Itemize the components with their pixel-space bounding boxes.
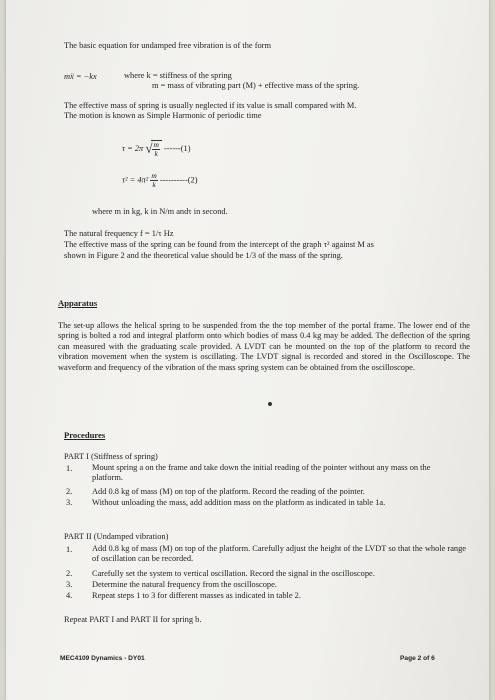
effective-mass-text: The effective mass of spring is usually neglected if its value is small compared with M. (64, 101, 357, 110)
apparatus-body: The set-up allows the helical spring to be suspended from the the top member of the portal frame. The lower end of the spring is bolted a rod and integral platform onto which bodies of mass 0.4 kg may be added. The deflection of the spring can measured with the graduating scale provided. A LVDT can be mounted on the top of the platform to record the vibration movement when the system is oscillating. The LVDT signal is recorded and stored in the Oscilloscope. The waveform and frequency of the vibration of the mass spring system can be obtained from the oscilloscope. (58, 321, 470, 372)
part2-step-number: 2. (66, 569, 73, 578)
sqrt-symbol: √ (145, 140, 153, 156)
theoretical-line: shown in Figure 2 and the theoretical value should be 1/3 of the mass of the spring. (64, 251, 343, 260)
part1-step-text: Mount spring a on the frame and take down the initial reading of the pointer without any mass on the platform. (92, 463, 431, 483)
part1-title: PART I (Stiffness of spring) (64, 452, 158, 461)
ink-mark (267, 401, 272, 406)
eq2-tag: ----------(2) (159, 175, 198, 185)
equation-1 (122, 140, 190, 158)
units-text: where m in kg, k in N/m andτ in second. (92, 207, 228, 216)
sqrt-body (151, 140, 161, 158)
part2-step-text: Add 0.8 kg of mass (M) on top of the platform. Carefully adjust the height of the LVDT so that the whole range of oscillation can be recorded. (92, 544, 467, 564)
part2-step-number: 3. (66, 580, 73, 589)
part2-step-number: 1. (66, 545, 73, 554)
part2-title: PART II (Undamped vibration) (64, 532, 169, 541)
equation-of-motion: mẍ = −kx (64, 72, 97, 81)
eq2-numerator: m (151, 171, 157, 180)
part1-step-number: 3. (66, 498, 73, 507)
part1-step-number: 1. (66, 464, 73, 473)
part1-step-number: 2. (66, 487, 73, 496)
procedures-heading: Procedures (64, 430, 106, 440)
part2-step-number: 4. (66, 591, 73, 600)
footer-page-number: Page 2 of 6 (400, 655, 435, 662)
repeat-instruction: Repeat PART I and PART II for spring b. (64, 615, 202, 624)
eq2-lhs: τ² = 4π² (122, 175, 149, 185)
document-page (6, 0, 489, 700)
intercept-line: The effective mass of the spring can be found from the intercept of the graph τ² against M as (64, 240, 374, 249)
frequency-line: The natural frequency f = 1/τ Hz (64, 229, 174, 238)
eq1-denominator: k (154, 149, 158, 158)
eq1-numerator: m (153, 140, 159, 149)
apparatus-heading: Apparatus (58, 298, 98, 308)
intro-line: The basic equation for undamped free vibration is of the form (64, 41, 271, 50)
eq1-lhs: τ = 2π (122, 143, 144, 153)
part1-step-text: Without unloading the mass, add addition mass on the platform as indicated in table 1a. (92, 498, 386, 507)
part1-step-text: Add 0.8 kg of mass (M) on top of the platform. Record the reading of the pointer. (92, 487, 365, 496)
where-mass: m = mass of vibrating part (M) + effective mass of the spring. (152, 81, 360, 90)
part2-step-text: Repeat steps 1 to 3 for different masses as indicated in table 2. (92, 591, 301, 600)
shm-text: The motion is known as Simple Harmonic of periodic time (64, 111, 262, 120)
part2-step-text: Determine the natural frequency from the oscilloscope. (92, 580, 277, 589)
where-stiffness: where k = stiffness of the spring (124, 71, 232, 80)
footer-course: MEC4109 Dynamics - DY01 (60, 655, 145, 662)
eq1-tag: ------(1) (163, 143, 191, 153)
equation-2 (122, 172, 198, 189)
part2-step-text: Carefully set the system to vertical oscillation. Record the signal in the oscilloscope. (92, 569, 375, 578)
eq2-denominator: k (152, 180, 156, 189)
